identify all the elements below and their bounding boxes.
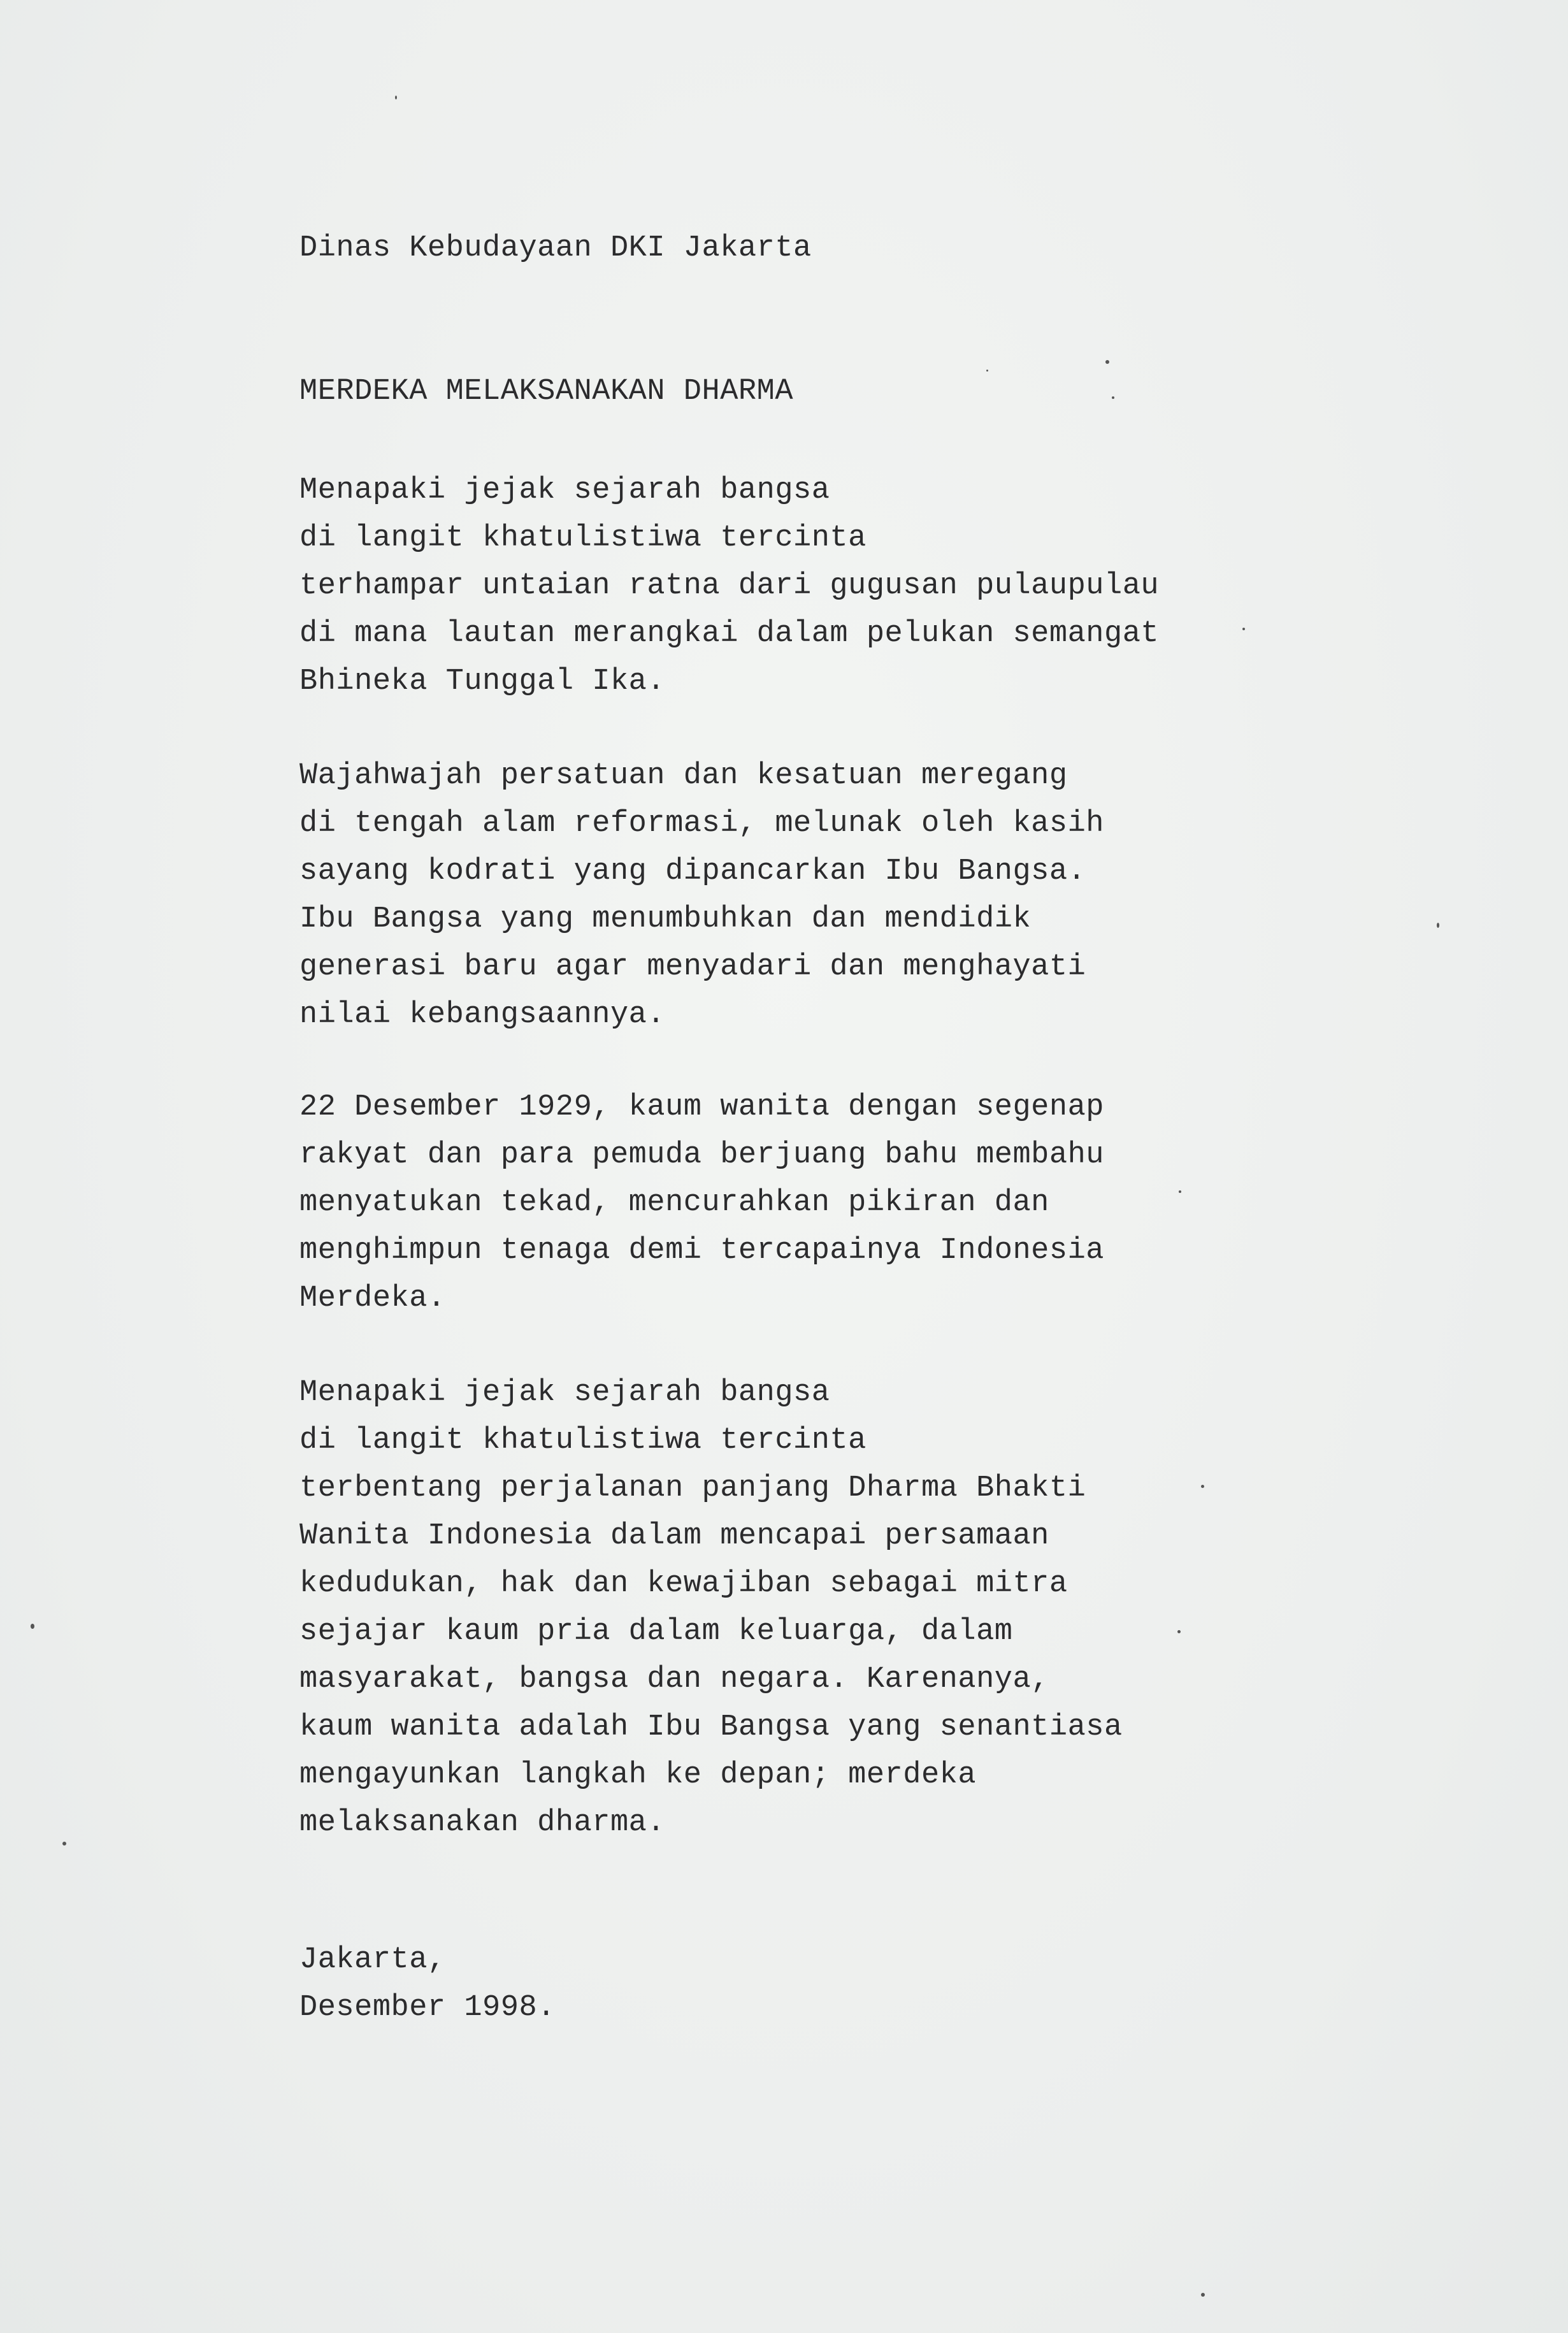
paragraph-3: 22 Desember 1929, kaum wanita dengan segenap rakyat dan para pemuda berjuang bahu membahu menyatukan tekad, mencurahkan pikiran dan menghimpun tenaga demi tercapainya Indonesia Merdeka. [299, 1090, 1105, 1315]
paragraph-1: Menapaki jejak sejarah bangsa di langit khatulistiwa tercinta terhampar untaian ratna dari gugusan pulaupulau di mana lautan merangkai dalam pelukan semangat Bhineka Tunggal Ika. [299, 473, 1160, 698]
organization-header: Dinas Kebudayaan DKI Jakarta [299, 231, 812, 265]
paper-speck [62, 1842, 66, 1845]
paper-speck [1242, 628, 1245, 630]
paper-speck [1177, 1630, 1181, 1633]
paper-speck [31, 1624, 34, 1629]
paper-speck [395, 96, 397, 99]
paper-speck [1201, 2293, 1205, 2297]
closing-date: Desember 1998. [299, 1991, 556, 2025]
paper-speck [1112, 396, 1114, 399]
paper-speck [1201, 1485, 1204, 1488]
closing-block [299, 1936, 556, 2032]
paper-speck [986, 370, 988, 372]
paper-speck [1179, 1190, 1181, 1193]
paper-speck [1437, 923, 1439, 928]
letter-title: MERDEKA MELAKSANAKAN DHARMA [299, 375, 794, 408]
paper-speck [1105, 360, 1109, 364]
paragraph-4: Menapaki jejak sejarah bangsa di langit khatulistiwa tercinta terbentang perjalanan panjang Dharma Bhakti Wanita Indonesia dalam mencapai persamaan kedudukan, hak dan kewajiban sebagai mitra sejajar kaum pria dalam keluarga, dalam masyarakat, bangsa dan negara. Karenanya, kaum wanita adalah Ibu Bangsa yang senantiasa mengayunkan langkah ke depan; merdeka melaksanakan dharma. [299, 1376, 1123, 1840]
paragraph-2: Wajahwajah persatuan dan kesatuan meregang di tengah alam reformasi, melunak oleh kasih sayang kodrati yang dipancarkan Ibu Bangsa. Ibu Bangsa yang menumbuhkan dan mendidik generasi baru agar menyadari dan menghayati nilai kebangsaannya. [299, 759, 1105, 1032]
closing-place: Jakarta, [299, 1943, 446, 1977]
